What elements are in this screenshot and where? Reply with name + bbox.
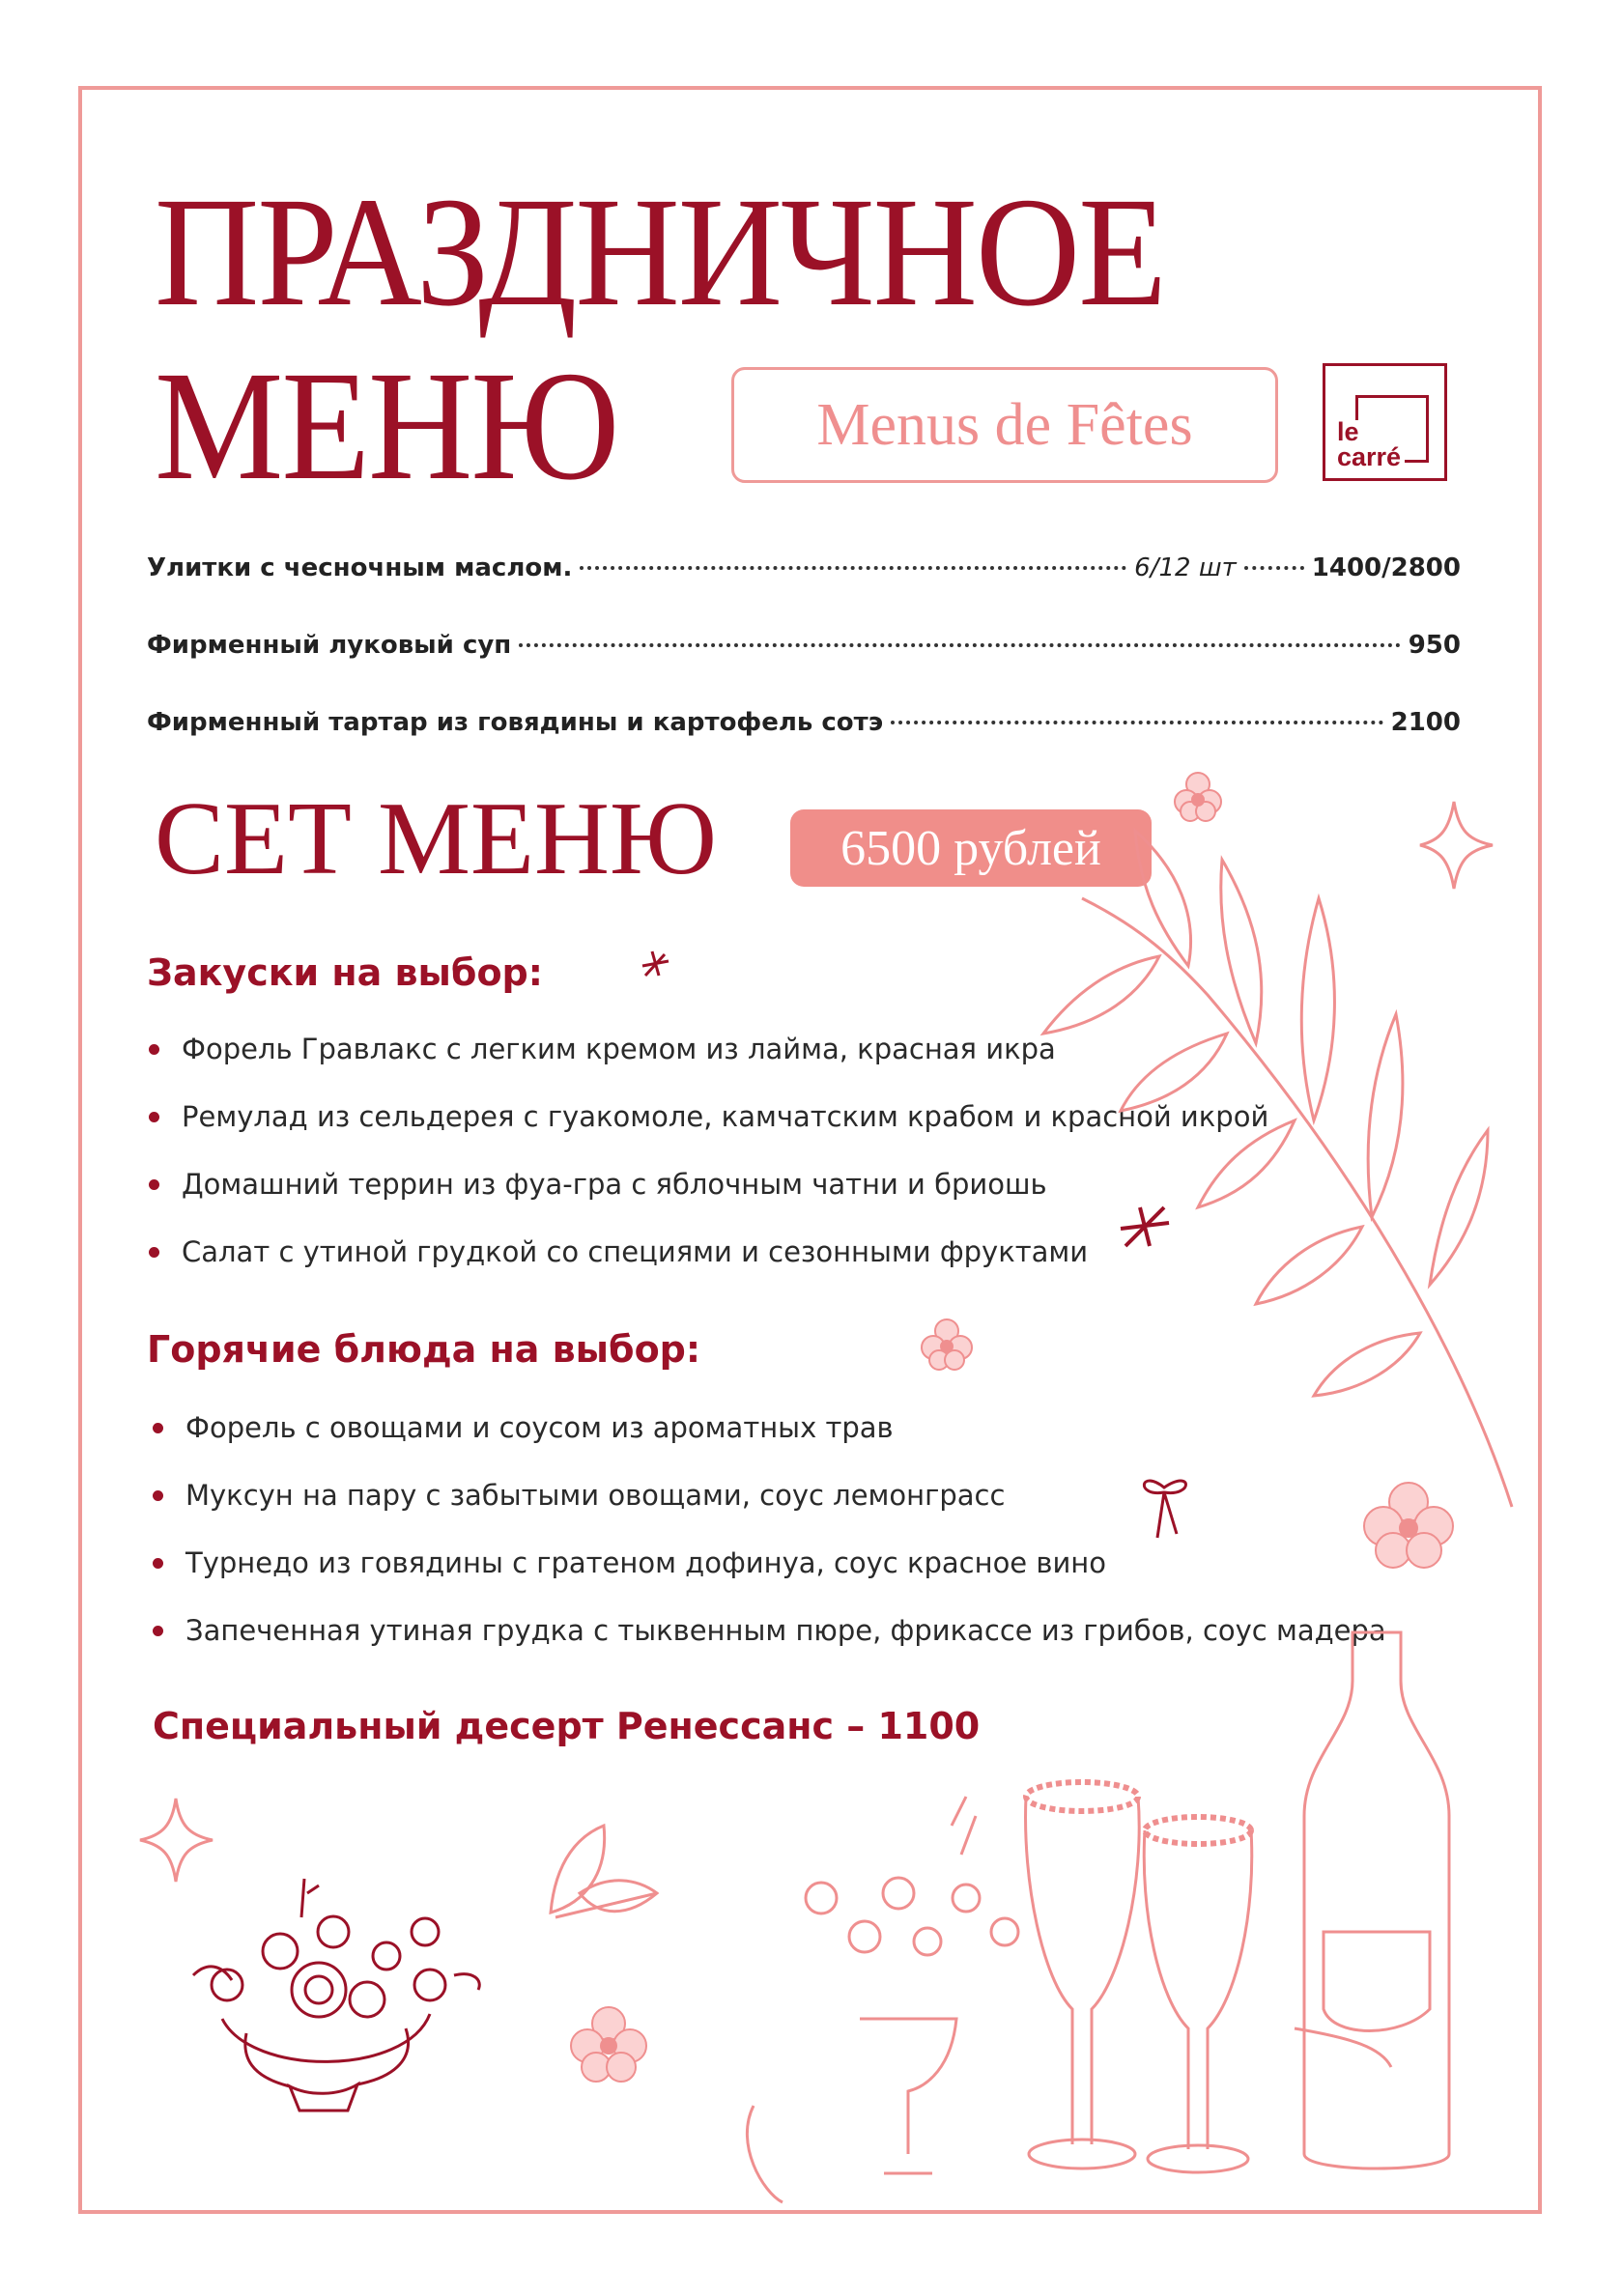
dish-price: 2100 <box>1390 708 1461 737</box>
list-item: Запеченная утиная грудка с тыквенным пюре, фрикассе из грибов, соус мадера <box>151 1611 1386 1679</box>
branch-illustration <box>1043 831 1512 1507</box>
asterisk-icon <box>1121 1207 1169 1246</box>
dish-price: 950 <box>1408 631 1461 660</box>
dish-qty: 6/12 шт <box>1134 553 1237 582</box>
flower-icon <box>922 1319 972 1370</box>
set-menu-price: 6500 рублей <box>840 820 1101 876</box>
title-line-1: ПРАЗДНИЧНОЕ <box>155 165 1165 339</box>
list-item: Форель с овощами и соусом из ароматных трав <box>151 1408 1386 1476</box>
list-item: Муксун на пару с забытыми овощами, соус лемонграсс <box>151 1476 1386 1544</box>
leaf-icon <box>551 1826 657 1917</box>
list-item: Домашний террин из фуа-гра с яблочным чатни и бриошь <box>147 1165 1268 1233</box>
dish-name: Фирменный тартар из говядины и картофель сотэ <box>147 708 884 737</box>
bow-icon <box>1144 1481 1185 1538</box>
flower-icon <box>571 2007 646 2082</box>
star-icon <box>140 1799 213 1882</box>
asterisk-icon <box>642 951 669 976</box>
dish-name: Фирменный луковый суп <box>147 631 512 660</box>
dessert-line: Специальный десерт Ренессанс – 1100 <box>153 1705 981 1747</box>
glasses-bottle-illustration <box>747 1632 1449 2202</box>
set-menu-title: СЕТ МЕНЮ <box>155 781 717 896</box>
list-item: Салат с утиной грудкой со специями и сезонными фруктами <box>147 1233 1268 1300</box>
starters-title: Закуски на выбор: <box>147 951 543 994</box>
list-item: Ремулад из сельдерея с гуакомоле, камчатским крабом и красной икрой <box>147 1097 1268 1165</box>
title-line-2: МЕНЮ <box>155 339 618 513</box>
list-item: Турнедо из говядины с гратеном дофинуа, соус красное вино <box>151 1544 1386 1611</box>
logo-text-carre: carré <box>1337 441 1402 471</box>
dish-price: 1400/2800 <box>1311 553 1461 582</box>
star-icon <box>1420 802 1493 889</box>
french-subtitle: Menus de Fêtes <box>816 391 1193 458</box>
logo-text-le: le <box>1337 417 1359 446</box>
flower-icon <box>1175 773 1221 821</box>
mains-title: Горячие блюда на выбор: <box>147 1328 701 1371</box>
bouquet-illustration <box>193 1879 479 2111</box>
flower-icon <box>1364 1483 1453 1568</box>
list-item: Форель Гравлакс с легким кремом из лайма, красная икра <box>147 1030 1268 1097</box>
dish-name: Улитки с чесночным маслом. <box>147 553 573 582</box>
